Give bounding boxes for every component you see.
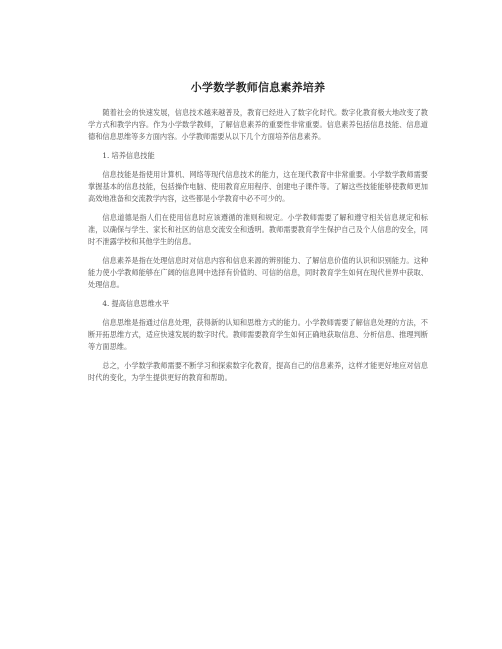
- document-body: [88, 79, 428, 391]
- page-title: 小学数学教师信息素养培养: [190, 81, 326, 94]
- intro-paragraph: 随着社会的快速发展，信息技术越来越普及，教育已经进入了数字化时代。数字化教育极大地改变了教学方式和教学内容。作为小学数学教师，了解信息素养的重要性非常重要。信息素养包括信息技能、信息道德和信息思维等多方面内容。小学教师需要从以下几个方面培养信息素养。: [88, 108, 428, 141]
- paragraph-info-literacy: 信息素养是指在处理信息时对信息内容和信息来源的辨别能力、了解信息价值的认识和识别能力。这种能力使小学教师能够在广阔的信息网中选择有价值的、可信的信息，同时教育学生如何在现代世界中获取、处理信息。: [88, 256, 428, 289]
- paragraph-info-skills: 信息技能是指使用计算机、网络等现代信息技术的能力，这在现代教育中非常重要。小学数学教师需要掌握基本的信息技能，包括操作电脑、使用教育应用程序、创建电子课件等。了解这些技能能够使教师更加高效地准备和交流教学内容，这些都是小学教育中必不可少的。: [88, 170, 428, 203]
- paragraph-info-thinking: 信息思维是指通过信息处理，获得新的认知和思维方式的能力。小学教师需要了解信息处理的方法，不断开拓思维方式，适应快速发展的数字时代。教师需要教育学生如何正确地获取信息、分析信息、推理判断等方面思维。: [88, 318, 428, 351]
- section-heading-info-skills: 1. 培养信息技能: [102, 151, 155, 160]
- paragraph-info-ethics: 信息道德是指人们在使用信息时应该遵循的准则和规定。小学教师需要了解和遵守相关信息规定和标准，以确保与学生、家长和社区的信息交流安全和透明。教师需要教育学生保护自己及个人信息的安全，同时不泄露学校和其他学生的信息。: [88, 213, 428, 246]
- conclusion-paragraph: 总之，小学数学教师需要不断学习和探索数字化教育，提高自己的信息素养，这样才能更好地应对信息时代的变化，为学生提供更好的教育和帮助。: [88, 361, 428, 382]
- section-heading-info-thinking: 4. 提高信息思维水平: [102, 299, 170, 308]
